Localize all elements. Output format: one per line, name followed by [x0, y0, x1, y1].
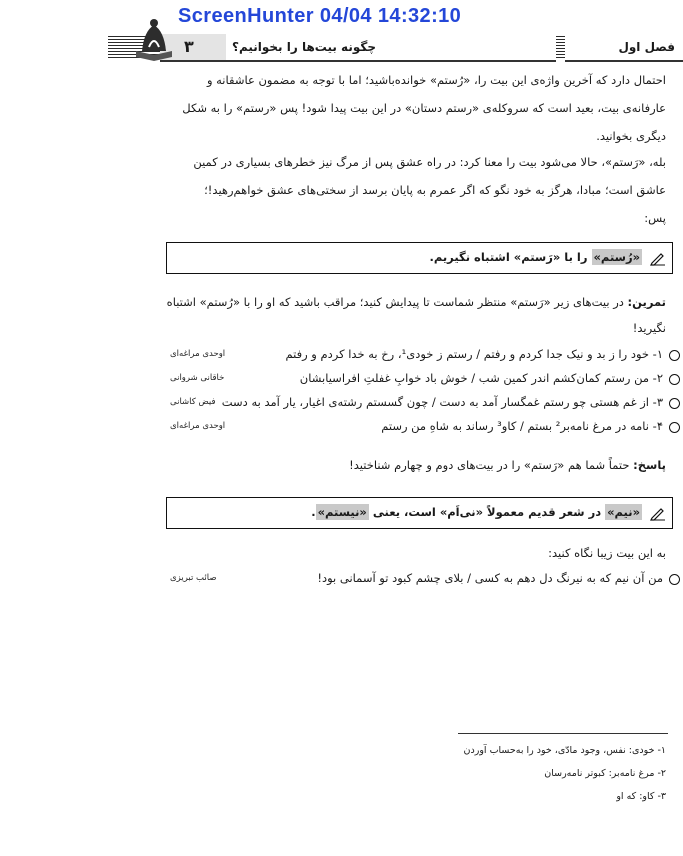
explanation-line: بله، «رَستم»، حالا می‌شود بیت را معنا کرد: در راه عشق پس از مرگ نیز خطرهای بسیاری در کمین — [193, 155, 666, 169]
note-box-rostam — [166, 242, 673, 274]
pencil-icon — [650, 505, 666, 521]
explanation-line: عاشق است؛ مبادا، هرگز به خود نگو که اگر عمرم به پایان برسد از سختی‌های عشق خواهم‌رهید!؛ — [204, 183, 666, 197]
footnote: ۱- خودی: نفس، وجود مادّی، خود را به‌حساب آوردن — [463, 745, 666, 756]
footnote-divider — [458, 733, 668, 734]
answer-label: پاسخ: — [633, 458, 666, 472]
note-text — [429, 250, 642, 264]
poem-row — [160, 394, 683, 416]
intro-line: احتمال دارد که آخرین واژه‌ی این بیت را، «رُستم» خوانده‌باشید؛ اما با توجه به مضمون عاشقانه و — [206, 73, 666, 87]
footnote: ۲- مرغ نامه‌بر: کبوتر نامه‌رسان — [544, 768, 666, 779]
exercise-line-2: نگیرید! — [632, 321, 666, 335]
poet-name: اوحدی مراغه‌ای — [170, 421, 226, 431]
poet-name: خاقانی شروانی — [170, 373, 225, 383]
book-logo-icon — [132, 17, 176, 63]
intro-line: عارفانه‌ی بیت، بعید است که سروکله‌ی «رستم دستان» در این بیت پیدا شود! پس «رستم» را به شکل — [182, 101, 666, 115]
poem-verse: ۳- از غم هستی چو رستم غمگسار آمد به دست / چون گسستم رشته‌ی اغیار، یار آمد به دست — [221, 395, 663, 409]
answer-line — [349, 458, 666, 472]
poem-verse: ۱- خود را ز بد و نیک جدا کردم و رفتم / رستم ز خودی¹، رخ به خدا کردم و رفتم — [285, 347, 663, 361]
note-box-nim — [166, 497, 673, 529]
note-end: . — [311, 505, 316, 519]
chapter-label: فصل اول — [618, 40, 675, 54]
bullet-circle-icon — [669, 350, 680, 361]
explanation-paragraph — [161, 148, 666, 232]
note-rest: را با «رَستم» اشتباه نگیریم. — [429, 250, 592, 264]
bullet-circle-icon — [669, 574, 680, 585]
bullet-circle-icon — [669, 398, 680, 409]
poem-row — [160, 370, 683, 392]
poet-name: فیض کاشانی — [170, 397, 216, 407]
page-number: ۳ — [184, 37, 194, 56]
poem-row — [160, 346, 683, 368]
answer-text: حتماً شما هم «رَستم» را در بیت‌های دوم و چهارم شناختید! — [349, 458, 634, 472]
bullet-circle-icon — [669, 374, 680, 385]
poet-name: اوحدی مراغه‌ای — [170, 349, 226, 359]
intro-line: دیگری بخوانید. — [596, 129, 666, 143]
section-title: چگونه بیت‌ها را بخوانیم؟ — [232, 40, 376, 54]
poem-row — [160, 570, 683, 592]
exercise-text: در بیت‌های زیر «رَستم» منتظر شماست تا پیدایش کنید؛ مراقب باشید که او را با «رُستم» اشتباه — [166, 295, 628, 309]
explanation-line: پس: — [644, 211, 666, 225]
note-text — [311, 505, 642, 519]
highlight-nistam: «نیستم» — [317, 505, 367, 519]
pencil-icon — [650, 250, 666, 266]
screenhunter-banner: ScreenHunter 04/04 14:32:10 — [178, 5, 462, 27]
poet-name: صائب تبریزی — [170, 573, 217, 583]
look-line: به این بیت زیبا نگاه کنید: — [548, 546, 666, 560]
bullet-circle-icon — [669, 422, 680, 433]
footnote: ۳- کاو: که او — [616, 791, 666, 802]
highlight-rostam: «رُستم» — [593, 250, 640, 264]
intro-paragraph — [161, 66, 666, 150]
chapter-box — [565, 34, 683, 62]
highlight-nim: «نیم» — [607, 505, 640, 519]
note-middle: در شعر قدیم معمولاً «نی‌اَم» است، یعنی — [368, 505, 606, 519]
poem-verse: ۴- نامه در مرغ نامه‌بر² بستم / کاو³ رساند به شاهِ من رستم — [381, 419, 663, 433]
page-header — [108, 34, 683, 62]
exercise-label: تمرین: — [627, 295, 666, 309]
exercise-line — [161, 289, 666, 315]
exercise-paragraph — [161, 289, 666, 341]
poem-row — [160, 418, 683, 440]
poem-verse: ۲- من رستم کمان‌کشم اندر کمین شب / خوش باد خوابِ غفلتِ افراسیابشان — [299, 371, 663, 385]
section-title-box — [226, 34, 556, 62]
poem-verse: من آن نیم که به نیرنگ دل دهم به کسی / بلای چشم کبود تو آسمانی بود! — [317, 571, 663, 585]
